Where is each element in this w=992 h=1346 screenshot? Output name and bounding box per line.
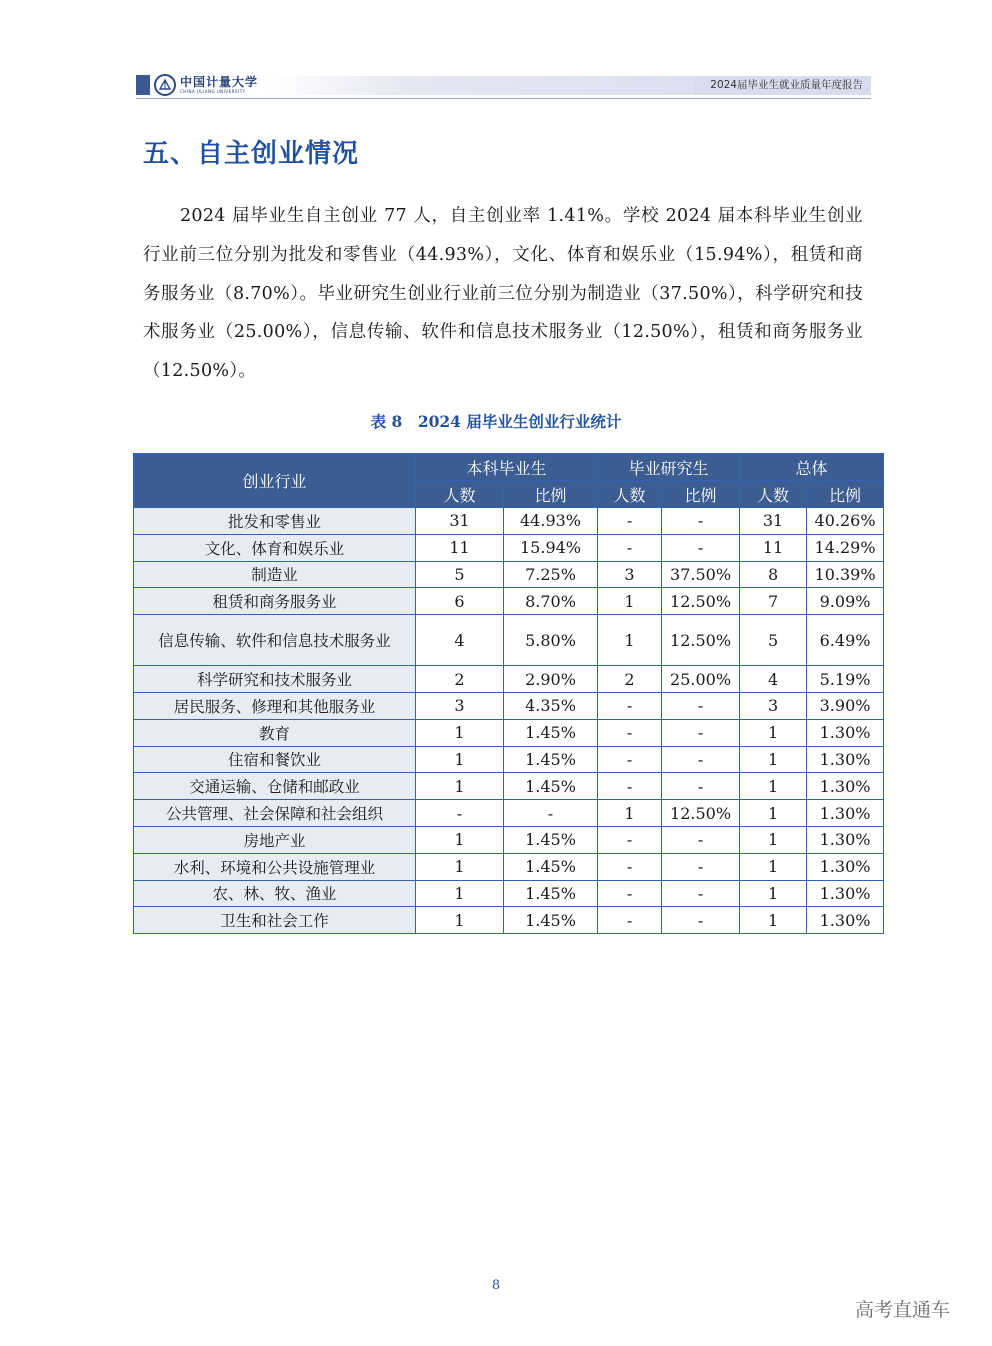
industry-cell: 信息传输、软件和信息技术服务业 [134, 615, 416, 666]
page-header [136, 72, 871, 98]
undergrad-count-cell: 1 [416, 826, 504, 853]
industry-cell: 科学研究和技术服务业 [134, 666, 416, 693]
overall-ratio-cell: 1.30% [807, 853, 884, 880]
table-row [134, 880, 884, 907]
report-title: 2024届毕业生就业质量年度报告 [694, 76, 871, 95]
overall-ratio-cell: 40.26% [807, 508, 884, 535]
overall-ratio-cell: 10.39% [807, 561, 884, 588]
sub-header-count: 人数 [740, 481, 807, 508]
table-row [134, 588, 884, 615]
undergrad-count-cell: 1 [416, 853, 504, 880]
undergrad-ratio-cell: 1.45% [504, 880, 598, 907]
undergrad-ratio-cell: 1.45% [504, 826, 598, 853]
industry-cell: 公共管理、社会保障和社会组织 [134, 800, 416, 827]
table-row [134, 561, 884, 588]
overall-ratio-cell: 3.90% [807, 692, 884, 719]
overall-count-cell: 1 [740, 880, 807, 907]
graduate-count-cell: - [598, 880, 662, 907]
sub-header-count: 人数 [416, 481, 504, 508]
graduate-ratio-cell: - [662, 880, 740, 907]
industry-cell: 住宿和餐饮业 [134, 746, 416, 773]
overall-count-cell: 1 [740, 773, 807, 800]
undergrad-count-cell: 4 [416, 615, 504, 666]
overall-ratio-cell: 14.29% [807, 534, 884, 561]
graduate-count-cell: - [598, 853, 662, 880]
industry-cell: 交通运输、仓储和邮政业 [134, 773, 416, 800]
graduate-count-cell: - [598, 773, 662, 800]
undergrad-ratio-cell: 2.90% [504, 666, 598, 693]
undergrad-count-cell: 5 [416, 561, 504, 588]
body-paragraph: 2024 届毕业生自主创业 77 人，自主创业率 1.41%。学校 2024 届本科毕业生创业行业前三位分别为批发和零售业（44.93%），文化、体育和娱乐业（15.94%），租赁和商务服务业（8.70%）。毕业研究生创业行业前三位分别为制造业（37.50%），科学研究和技术服务业（25.00%），信息传输、软件和信息技术服务业（12.50%），租赁和商务服务业（12.50%）。 [143, 206, 863, 382]
graduate-count-cell: - [598, 719, 662, 746]
graduate-ratio-cell: - [662, 746, 740, 773]
table-row [134, 907, 884, 934]
industry-cell: 文化、体育和娱乐业 [134, 534, 416, 561]
industry-stats-table [133, 453, 884, 934]
overall-count-cell: 1 [740, 907, 807, 934]
graduate-count-cell: - [598, 508, 662, 535]
group-header-undergrad: 本科毕业生 [416, 454, 598, 481]
graduate-count-cell: - [598, 907, 662, 934]
undergrad-count-cell: 1 [416, 773, 504, 800]
graduate-count-cell: - [598, 826, 662, 853]
graduate-ratio-cell: - [662, 826, 740, 853]
industry-cell: 居民服务、修理和其他服务业 [134, 692, 416, 719]
university-seal-icon [154, 74, 176, 96]
undergrad-ratio-cell: 7.25% [504, 561, 598, 588]
graduate-ratio-cell: - [662, 508, 740, 535]
overall-ratio-cell: 1.30% [807, 746, 884, 773]
undergrad-count-cell: 1 [416, 880, 504, 907]
undergrad-count-cell: 1 [416, 719, 504, 746]
graduate-ratio-cell: - [662, 853, 740, 880]
industry-cell: 批发和零售业 [134, 508, 416, 535]
table-row [134, 692, 884, 719]
graduate-ratio-cell: - [662, 773, 740, 800]
graduate-ratio-cell: - [662, 692, 740, 719]
overall-count-cell: 8 [740, 561, 807, 588]
table-row [134, 534, 884, 561]
overall-ratio-cell: 6.49% [807, 615, 884, 666]
industry-cell: 教育 [134, 719, 416, 746]
overall-count-cell: 1 [740, 826, 807, 853]
graduate-ratio-cell: - [662, 907, 740, 934]
table-row [134, 826, 884, 853]
sub-header-ratio: 比例 [662, 481, 740, 508]
header-rule [136, 98, 871, 99]
overall-ratio-cell: 1.30% [807, 907, 884, 934]
university-name-en: CHINA JILIANG UNIVERSITY [180, 89, 246, 94]
university-logo [154, 72, 266, 98]
undergrad-count-cell: 31 [416, 508, 504, 535]
overall-count-cell: 5 [740, 615, 807, 666]
overall-count-cell: 4 [740, 666, 807, 693]
table-row [134, 508, 884, 535]
overall-count-cell: 1 [740, 746, 807, 773]
overall-count-cell: 11 [740, 534, 807, 561]
table-caption: 表 8 2024 届毕业生创业行业统计 [370, 412, 622, 431]
undergrad-ratio-cell: 4.35% [504, 692, 598, 719]
undergrad-ratio-cell: 1.45% [504, 907, 598, 934]
undergrad-count-cell: 1 [416, 907, 504, 934]
graduate-count-cell: 1 [598, 615, 662, 666]
graduate-count-cell: - [598, 692, 662, 719]
sub-header-ratio: 比例 [504, 481, 598, 508]
overall-ratio-cell: 1.30% [807, 880, 884, 907]
graduate-ratio-cell: 12.50% [662, 800, 740, 827]
graduate-ratio-cell: - [662, 719, 740, 746]
undergrad-ratio-cell: 1.45% [504, 853, 598, 880]
header-accent-bar [136, 75, 150, 95]
industry-cell: 水利、环境和公共设施管理业 [134, 853, 416, 880]
industry-cell: 房地产业 [134, 826, 416, 853]
industry-cell: 农、林、牧、渔业 [134, 880, 416, 907]
undergrad-ratio-cell: 1.45% [504, 773, 598, 800]
undergrad-count-cell: 1 [416, 746, 504, 773]
watermark-text: 高考直通车 [855, 1299, 951, 1321]
undergrad-ratio-cell: 5.80% [504, 615, 598, 666]
group-header-graduate: 毕业研究生 [598, 454, 740, 481]
overall-ratio-cell: 1.30% [807, 773, 884, 800]
graduate-ratio-cell: 12.50% [662, 588, 740, 615]
section-title: 五、自主创业情况 [143, 139, 360, 169]
graduate-count-cell: 2 [598, 666, 662, 693]
overall-count-cell: 3 [740, 692, 807, 719]
page-number: 8 [491, 1278, 501, 1293]
graduate-ratio-cell: 12.50% [662, 615, 740, 666]
undergrad-ratio-cell: - [504, 800, 598, 827]
industry-cell: 租赁和商务服务业 [134, 588, 416, 615]
table-row [134, 615, 884, 666]
industry-column-header: 创业行业 [134, 454, 416, 508]
group-header-overall: 总体 [740, 454, 884, 481]
graduate-count-cell: - [598, 534, 662, 561]
university-name-cn: 中国计量大学 [180, 75, 259, 89]
industry-cell: 卫生和社会工作 [134, 907, 416, 934]
industry-cell: 制造业 [134, 561, 416, 588]
graduate-ratio-cell: 25.00% [662, 666, 740, 693]
sub-header-ratio: 比例 [807, 481, 884, 508]
undergrad-ratio-cell: 44.93% [504, 508, 598, 535]
graduate-count-cell: 3 [598, 561, 662, 588]
graduate-count-cell: 1 [598, 588, 662, 615]
overall-ratio-cell: 1.30% [807, 800, 884, 827]
table-row [134, 666, 884, 693]
graduate-count-cell: 1 [598, 800, 662, 827]
overall-count-cell: 31 [740, 508, 807, 535]
graduate-ratio-cell: 37.50% [662, 561, 740, 588]
graduate-ratio-cell: - [662, 534, 740, 561]
sub-header-count: 人数 [598, 481, 662, 508]
undergrad-count-cell: 3 [416, 692, 504, 719]
undergrad-count-cell: - [416, 800, 504, 827]
undergrad-count-cell: 6 [416, 588, 504, 615]
table-row [134, 800, 884, 827]
overall-ratio-cell: 5.19% [807, 666, 884, 693]
undergrad-count-cell: 11 [416, 534, 504, 561]
overall-count-cell: 7 [740, 588, 807, 615]
overall-count-cell: 1 [740, 719, 807, 746]
overall-ratio-cell: 9.09% [807, 588, 884, 615]
table-row [134, 773, 884, 800]
overall-ratio-cell: 1.30% [807, 826, 884, 853]
undergrad-count-cell: 2 [416, 666, 504, 693]
undergrad-ratio-cell: 15.94% [504, 534, 598, 561]
table-row [134, 746, 884, 773]
overall-count-cell: 1 [740, 800, 807, 827]
table-body [134, 508, 884, 934]
overall-count-cell: 1 [740, 853, 807, 880]
overall-ratio-cell: 1.30% [807, 719, 884, 746]
undergrad-ratio-cell: 1.45% [504, 746, 598, 773]
table-row [134, 719, 884, 746]
undergrad-ratio-cell: 1.45% [504, 719, 598, 746]
graduate-count-cell: - [598, 746, 662, 773]
undergrad-ratio-cell: 8.70% [504, 588, 598, 615]
table-row [134, 853, 884, 880]
